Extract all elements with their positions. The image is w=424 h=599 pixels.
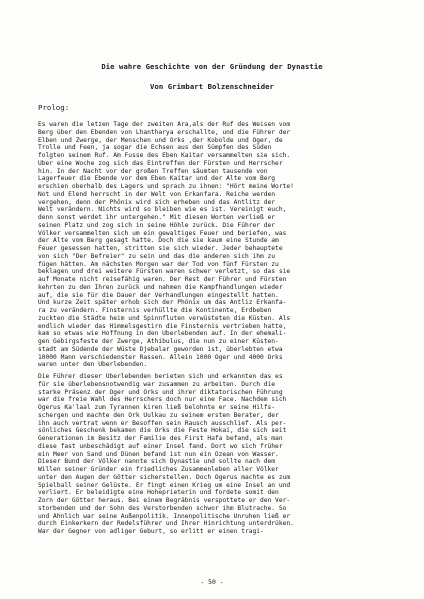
- text-line: Berg über den Ebenden von Lhantharya erschallte, und die Führer der: [38, 128, 291, 136]
- text-line: denn sonst werdet ihr untergehen." Mit diesen Worten verließ er: [38, 214, 276, 221]
- text-line: auf, die sie für die Dauer der Verhandlungen eingestellt hatten.: [38, 291, 279, 299]
- text-line: Welt verändern. Nichts wird so bleiben wie es ist. Vereinigt euch,: [38, 206, 287, 214]
- text-line: schergen und machte den Ork Uulkau zu seinem ersten Berater, der: [38, 411, 279, 419]
- text-line: ihn auch vertrat wenn er Besoffen sein Rausch ausschlief. Als per-: [38, 419, 287, 427]
- text-line: endlich wieder das Himmelsgestirn die Finsternis vertrieben hatte,: [38, 322, 287, 330]
- text-line: kehrten zu den Ihren zurück und nahmen die Kampfhandlungen wieder: [38, 283, 283, 291]
- text-line: war die freie Wahl des Herrschers doch nur eine Face. Nachdem sich: [38, 396, 287, 404]
- text-line: seinen Platz und zog sich in seine Höhle zurück. Die Führer der: [38, 221, 276, 229]
- text-line: Über eine Woche zog sich das Eintreffen der Fürsten und Herrscher: [38, 159, 283, 167]
- text-line: waren unter den Überlebenden.: [38, 361, 148, 369]
- text-line: von sich "Der Befreier" zu sein und das die anderen sich ihm zu: [38, 252, 276, 260]
- text-line: erschien oberhalb des Lagers und sprach zu ihnen: "Hört meine Worte!: [38, 183, 294, 190]
- text-line: unter den Augen der Götter sicherstellen. Doch Ogerus machte es zum: [38, 473, 291, 481]
- text-line: Elben und Zwerge, der Menschen und Orks ,der Kobolde und Oger, de: [38, 136, 283, 144]
- paragraph-1: [38, 121, 390, 369]
- text-line: Ogerus Ka'laal zum Tyrannen kiren ließ belohnte er seine Hilfs-: [38, 404, 276, 411]
- text-line: kam so etwas wie Hoffnung in den Überlebenden auf. In der ehemali-: [38, 330, 287, 338]
- text-line: Feuer gesessen hatten, stritten sie sich wieder. Jeder behauptete: [38, 245, 283, 252]
- text-line: zuckten die Städte heim und Spinnfluten verwüsteten die Küsten. Als: [38, 314, 291, 322]
- text-line: für sie überlebensnotwendig war zusammen zu arbeiten. Durch die: [38, 380, 276, 388]
- text-line: hin. In der Nacht vor der großen Treffen säumten tausende von: [38, 167, 268, 175]
- text-line: stadt am Südende der Wüste Djebalar geworden ist, überlebten etwa: [38, 345, 283, 353]
- document-title: Die wahre Geschichte von der Gründung der Dynastie: [101, 62, 323, 71]
- text-line: Und kurze Zeit später erhob sich der Phönix um das Antliz Erkanfa-: [38, 299, 287, 307]
- text-line: folgten seinem Ruf. Am Fusse des Eben Kaitar versammelten sie sich.: [38, 152, 291, 159]
- text-line: Es waren die letzen Tage der zweiten Ära,als der Ruf des Weisen vom: [38, 121, 291, 128]
- text-line: ra zu verändern. Finsternis verhüllte die Kontinente, Erdbeben: [38, 307, 272, 314]
- text-line: Willen seiner Gründer ein friedliches Zusammenleben aller Völker: [38, 466, 279, 473]
- text-line: sönliches Geschenk bekamen die Orks die Feste Hokai, die sich seit: [38, 427, 287, 435]
- page-number: - 50 -: [200, 578, 224, 586]
- text-line: auf Monate nicht reisefähig waren. Der Rest der Führer und Fürsten: [38, 276, 287, 283]
- text-line: Spielball seiner Gelüste. Er fingt einen Krieg um eine Insel an und: [38, 481, 291, 489]
- text-line: War der Gegner von adliger Geburt, so erlitt er einen tragi-: [38, 528, 264, 535]
- text-line: starke Präsenz der Oger und Orks und ihrer diktatorischen Führung: [38, 388, 283, 396]
- text-line: Lagerfeuer die Ebende vor dem Eben Kaitar und der Alte vom Berg: [38, 175, 276, 183]
- text-line: verliert. Er beleidigte eine Hoheprieterin und fordete somit den: [38, 489, 279, 497]
- paragraph-2: [38, 373, 390, 536]
- text-line: durch Einkerkern der Redelsführer und Ihrer Hinrichtung unterdrüken.: [38, 520, 294, 528]
- text-line: vergehen, denn der Phönix wird sich erheben und das Antlitz der: [38, 198, 276, 206]
- text-line: Die Führer dieser Überlebenden berieten sich und erkannten das es: [38, 373, 283, 380]
- text-line: Generationen im Besitz der Familie des First Hafa befand, als man: [38, 435, 283, 442]
- text-line: der Alte vom Berg gesagt hatte. Doch die sie kaum eine Stunde am: [38, 237, 279, 245]
- text-line: gen Gebirgsfeste der Zwerge, Athibulus, die nun zu einer Küsten-: [38, 338, 279, 345]
- text-line: storbenden und der Sohn des Verstorbenden schwor ihm Blutrache. So: [38, 504, 287, 512]
- text-line: fügen hätten. Am nächsten Morgen war der Tod von fünf Fürsten zu: [38, 260, 279, 268]
- text-line: Not und Elend herrscht in der Welt von Erkanfara. Reiche werden: [38, 190, 276, 198]
- text-line: und Ähnlich war seine Außenpolitik. Innenpolitische Unruhen ließ er: [38, 512, 291, 520]
- text-line: 10000 Mann verschiedenster Rassen. Allein 1000 Oger und 4000 Orks: [38, 353, 283, 361]
- text-line: diese fast unbeschädigt auf einer Insel fand. Dort wo sich früher: [38, 442, 283, 450]
- section-label: Prolog:: [38, 103, 70, 112]
- text-line: beklagen und drei weitere Fürsten waren schwer verletzt, so das sie: [38, 268, 291, 276]
- text-line: Völker versammelten sich um ein gewaltiges Feuer und beriefen, was: [38, 229, 287, 237]
- text-line: ein Meer von Sand und Dünen befand ist nun ein Ozean von Wasser.: [38, 450, 279, 458]
- body-text: [38, 121, 390, 536]
- text-line: Trolle und Feen, ja sogar die Echsen aus den Sümpfen des Süden: [38, 144, 272, 152]
- text-line: Dieser Bund der Völker nannte sich Dynastie und sollte nach dem: [38, 458, 276, 466]
- text-line: Zorn der Götter heraus. Bei einem Begräbnis verspottete er den Ver-: [38, 497, 291, 504]
- document-author: Von Grimbart Bolzenschneider: [150, 82, 274, 91]
